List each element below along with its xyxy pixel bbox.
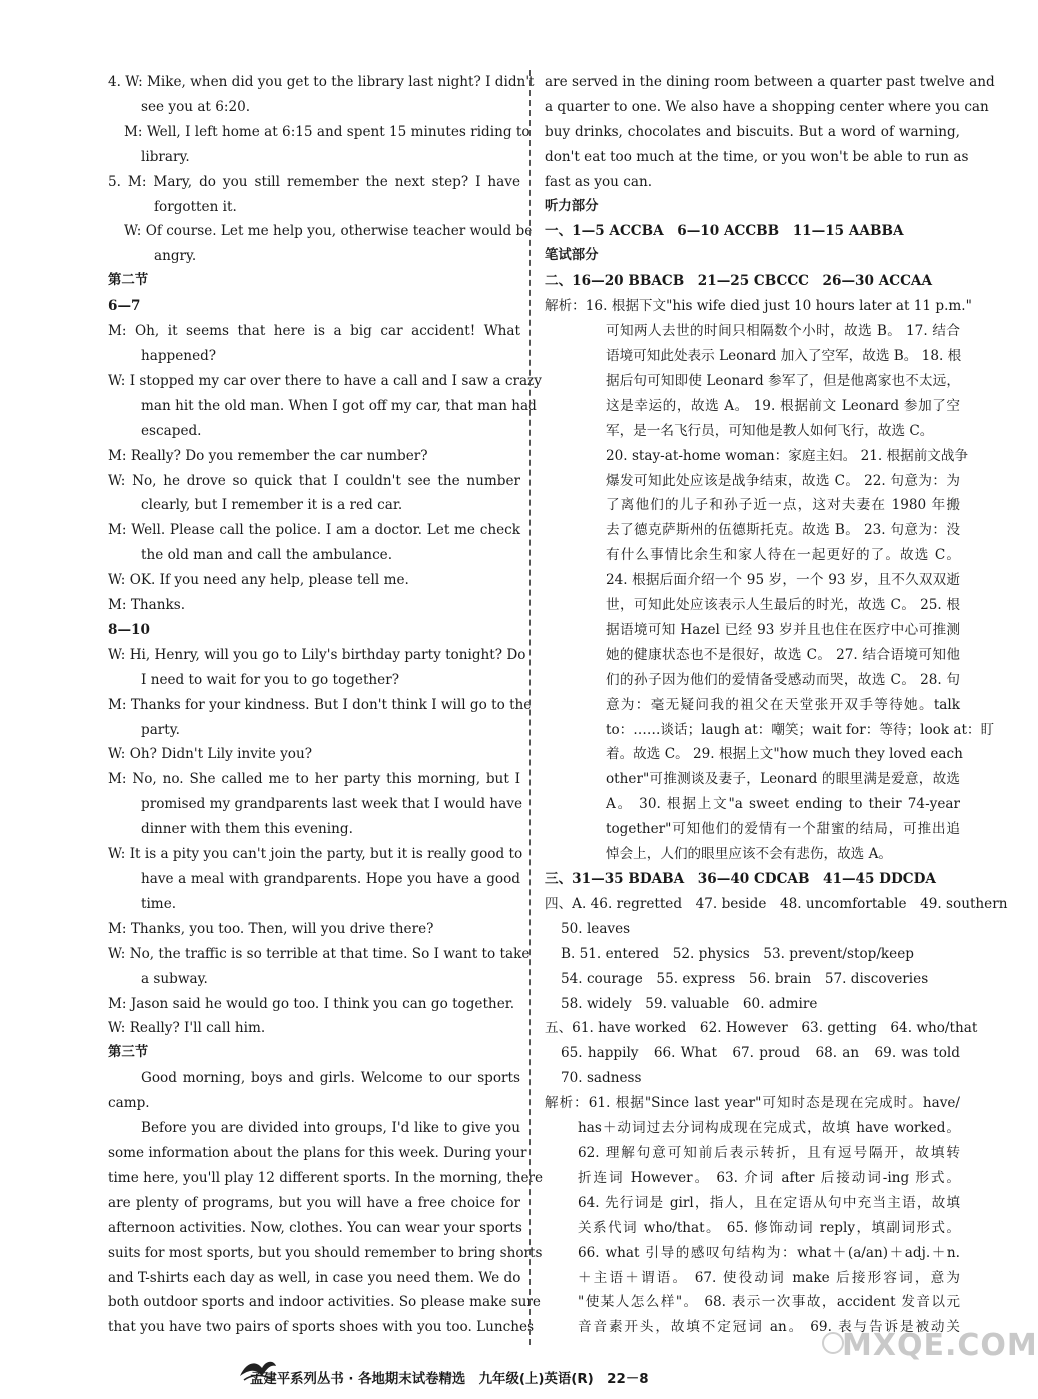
left-line: W: Of course. Let me help you, otherwise teacher would be [124,223,533,240]
right-line: 悼会上，人们的眼里应该不会有悲伤，故选 A。 [606,846,893,863]
left-line: have a meal with grandparents. Hope you have a good [141,871,520,887]
left-line: W: Hi, Henry, will you go to Lily's birthday party tonight? Do [108,646,526,663]
right-line: 这是幸运的，故选 A。 19. 根据前文 Leonard 参加了空 [606,397,960,414]
watermark: MXQE.COM [842,1328,1038,1363]
right-line: "使某人怎么样"。 68. 表示一次事故，accident 发音以元 [578,1294,960,1311]
left-line: escaped. [141,422,202,439]
right-line: 据后句可知即使 Leonard 参军了，但是他离家也不太远， [606,372,960,389]
left-line: party. [141,721,180,738]
right-line: together"可知他们的爱情有一个甜蜜的结局，可推出追 [606,821,960,838]
left-line: M: No, no. She called me to her party this morning, but I [108,771,520,788]
right-line: 关系代词 who/that。 65. 修饰动词 reply，填副词形式。 [578,1219,960,1236]
right-line: 了离他们的儿子和孙子近一点，这对夫妻在 1980 年搬 [606,497,960,514]
left-line: angry. [154,248,197,265]
left-line: M: Thanks for your kindness. But I don't think I will go to the [108,696,532,713]
right-line: to：……谈话；laugh at：嘲笑；wait for：等待；look at：盯 [606,721,995,738]
right-line: B. 51. entered 52. physics 53. prevent/stop/keep [561,945,914,962]
left-line: some information about the plans for this week. During your [108,1144,527,1161]
right-line: 20. stay-at-home woman：家庭主妇。 21. 根据前文战争 [606,447,969,464]
left-line: 第二节 [108,273,149,289]
right-line: 解析：61. 根据"Since last year"可知时态是现在完成时。have/ [545,1095,960,1112]
right-line: 听力部分 [545,198,599,214]
left-line: W: I stopped my car over there to have a call and I saw a crazy [108,372,542,389]
left-line: suits for most sports, but you should remember to bring shorts [108,1244,543,1261]
left-line: time here, you'll play 12 different sports. In the morning, there [108,1169,544,1186]
right-line: 她的健康状态也不是很好，故选 C。 27. 结合语境可知他 [606,646,960,663]
left-line: 4. W: Mike, when did you get to the library last night? I didn't [108,74,535,90]
right-line: 50. leaves [561,920,631,937]
right-line: 66. what 引导的感叹句结构为：what＋(a/an)＋adj.＋n. [578,1244,960,1261]
left-line: forgotten it. [154,198,237,215]
right-line: 军，是一名飞行员，可知他是教人如何飞行，故选 C。 [606,422,934,439]
left-line: dinner with them this evening. [141,821,353,838]
left-line: man hit the old man. When I got off my car, that man had [141,397,537,414]
right-line: 三、31—35 BDABA 36—40 CDCAB 41—45 DDCDA [545,871,936,887]
right-line: has＋动词过去分词构成现在完成式，故填 have worked。 [578,1120,960,1137]
page-footer: 孟建平系列丛书 · 各地期末试卷精选 九年级(上)英语(R) 22－8 [250,1372,649,1387]
left-line: clearly, but I remember it is a red car. [141,497,403,514]
right-line: 去了德克萨斯州的伍德斯托克。故选 B。 23. 句意为：没 [606,522,960,539]
right-line: 笔试部分 [545,248,599,264]
left-line: that you have two pairs of sports shoes with you too. Lunches [108,1319,535,1336]
right-line: 据语境可知 Hazel 已经 93 岁并且也住在医疗中心可推测 [606,621,960,638]
right-line: 们的孙子因为他们的爱情备受感动而哭，故选 C。 28. 句 [606,671,960,688]
right-line: 解析：16. 根据下文"his wife died just 10 hours later at 11 p.m." [545,298,972,315]
right-line: other"可推测谈及妻子，Leonard 的眼里满是爱意，故选 [606,771,960,788]
right-line: 四、A. 46. regretted 47. beside 48. uncomfortable 49. southern [545,895,1008,912]
right-line: 着。故选 C。 29. 根据上文"how much they loved each [606,746,963,763]
left-line: W: No, he drove so quick that I couldn't see the number [108,472,520,489]
left-line: Before you are divided into groups, I'd like to give you [141,1120,520,1137]
right-line: don't eat too much at the time, or you won't be able to run as [545,148,969,165]
right-line: 24. 根据后面介绍一个 95 岁，一个 93 岁，且不久双双逝 [606,572,960,589]
right-line: 62. 理解句意可知前后表示转折，且有逗号隔开，故填转 [578,1144,960,1161]
left-line: are plenty of programs, but you will have a free choice for [108,1194,520,1211]
right-line: buy drinks, chocolates and biscuits. But a word of warning, [545,123,960,140]
right-line: 有什么事情比余生和家人待在一起更好的了。故选 C。 [606,547,960,564]
right-column [545,70,1008,1340]
right-line: ＋主语＋谓语。 67. 使役动词 make 后接形容词，意为 [578,1269,960,1286]
left-line: W: No, the traffic is so terrible at that time. So I want to take [108,945,530,962]
right-line: 64. 先行词是 girl，指人，且在定语从句中充当主语，故填 [578,1194,960,1211]
left-line: both outdoor sports and indoor activities. So please make sure [108,1294,541,1311]
left-column [108,70,544,1340]
left-line: afternoon activities. Now, clothes. You can wear your sports [108,1219,522,1236]
right-line: 音音素开头，故填不定冠词 an。 69. 表与告诉是被动关 [578,1319,960,1336]
right-line: 二、16—20 BBACB 21—25 CBCCC 26—30 ACCAA [545,273,932,290]
right-line: 65. happily 66. What 67. proud 68. an 69. was told [561,1045,960,1062]
right-line: 爆发可知此处应该是战争结束，故选 C。 22. 句意为：为 [606,472,960,489]
left-line: W: Oh? Didn't Lily invite you? [108,746,313,763]
right-line: 一、1—5 ACCBA 6—10 ACCBB 11—15 AABBA [545,223,904,240]
left-line: 6—7 [108,298,141,315]
left-line: and T-shirts each day as well, in case you need them. We do [108,1269,521,1286]
left-line: time. [141,895,177,912]
right-line: 可知两人去世的时间只相隔数个小时，故选 B。 17. 结合 [606,323,960,340]
left-line: camp. [108,1095,150,1112]
right-line: 70. sadness [561,1070,642,1087]
left-line: M: Jason said he would go too. I think you can go together. [108,995,515,1012]
left-line: library. [141,148,190,165]
right-line: a quarter to one. We also have a shopping center where you can [545,98,989,115]
left-line: W: Really? I'll call him. [108,1020,266,1037]
right-line: 折连词 However。 63. 介词 after 后接动词-ing 形式。 [578,1169,960,1186]
left-line: Good morning, boys and girls. Welcome to our sports [141,1070,520,1087]
left-line: M: Well. Please call the police. I am a doctor. Let me check [108,522,520,539]
left-line: M: Thanks. [108,597,186,614]
left-line: 第三节 [108,1045,149,1061]
right-line: 世，可知此处应该表示人生最后的时光，故选 C。 25. 根 [606,597,960,614]
right-line: A。 30. 根据上文"a sweet ending to their 74-year [606,796,960,813]
column-divider [529,70,531,1345]
left-line: promised my grandparents last week that I would have [141,796,523,813]
left-line: W: It is a pity you can't join the party, but it is really good to [108,846,523,863]
left-line: 8—10 [108,621,150,638]
right-line: 语境可知此处表示 Leonard 加入了空军，故选 B。 18. 根 [606,347,962,364]
left-line: M: Thanks, you too. Then, will you drive there? [108,920,434,937]
left-line: happened? [141,347,217,364]
left-line: a subway. [141,970,208,987]
right-line: 意为：毫无疑问我的祖父在天堂张开双手等待她。talk [606,696,960,713]
right-line: are served in the dining room between a quarter past twelve and [545,74,995,90]
left-line: see you at 6:20. [141,98,251,115]
left-line: W: OK. If you need any help, please tell me. [108,572,409,589]
left-line: M: Really? Do you remember the car number? [108,447,428,464]
right-line: 58. widely 59. valuable 60. admire [561,995,818,1012]
right-line: 54. courage 55. express 56. brain 57. discoveries [561,970,929,987]
watermark-circle-icon [822,1332,844,1354]
right-line: fast as you can. [545,173,653,190]
left-line: M: Well, I left home at 6:15 and spent 15 minutes riding to [124,123,530,140]
left-line: 5. M: Mary, do you still remember the next step? I have [108,173,520,190]
left-line: the old man and call the ambulance. [141,547,393,564]
left-line: I need to wait for you to go together? [141,671,399,688]
right-line: 五、61. have worked 62. However 63. getting 64. who/that [545,1020,978,1037]
left-line: M: Oh, it seems that here is a big car accident! What [108,323,520,340]
